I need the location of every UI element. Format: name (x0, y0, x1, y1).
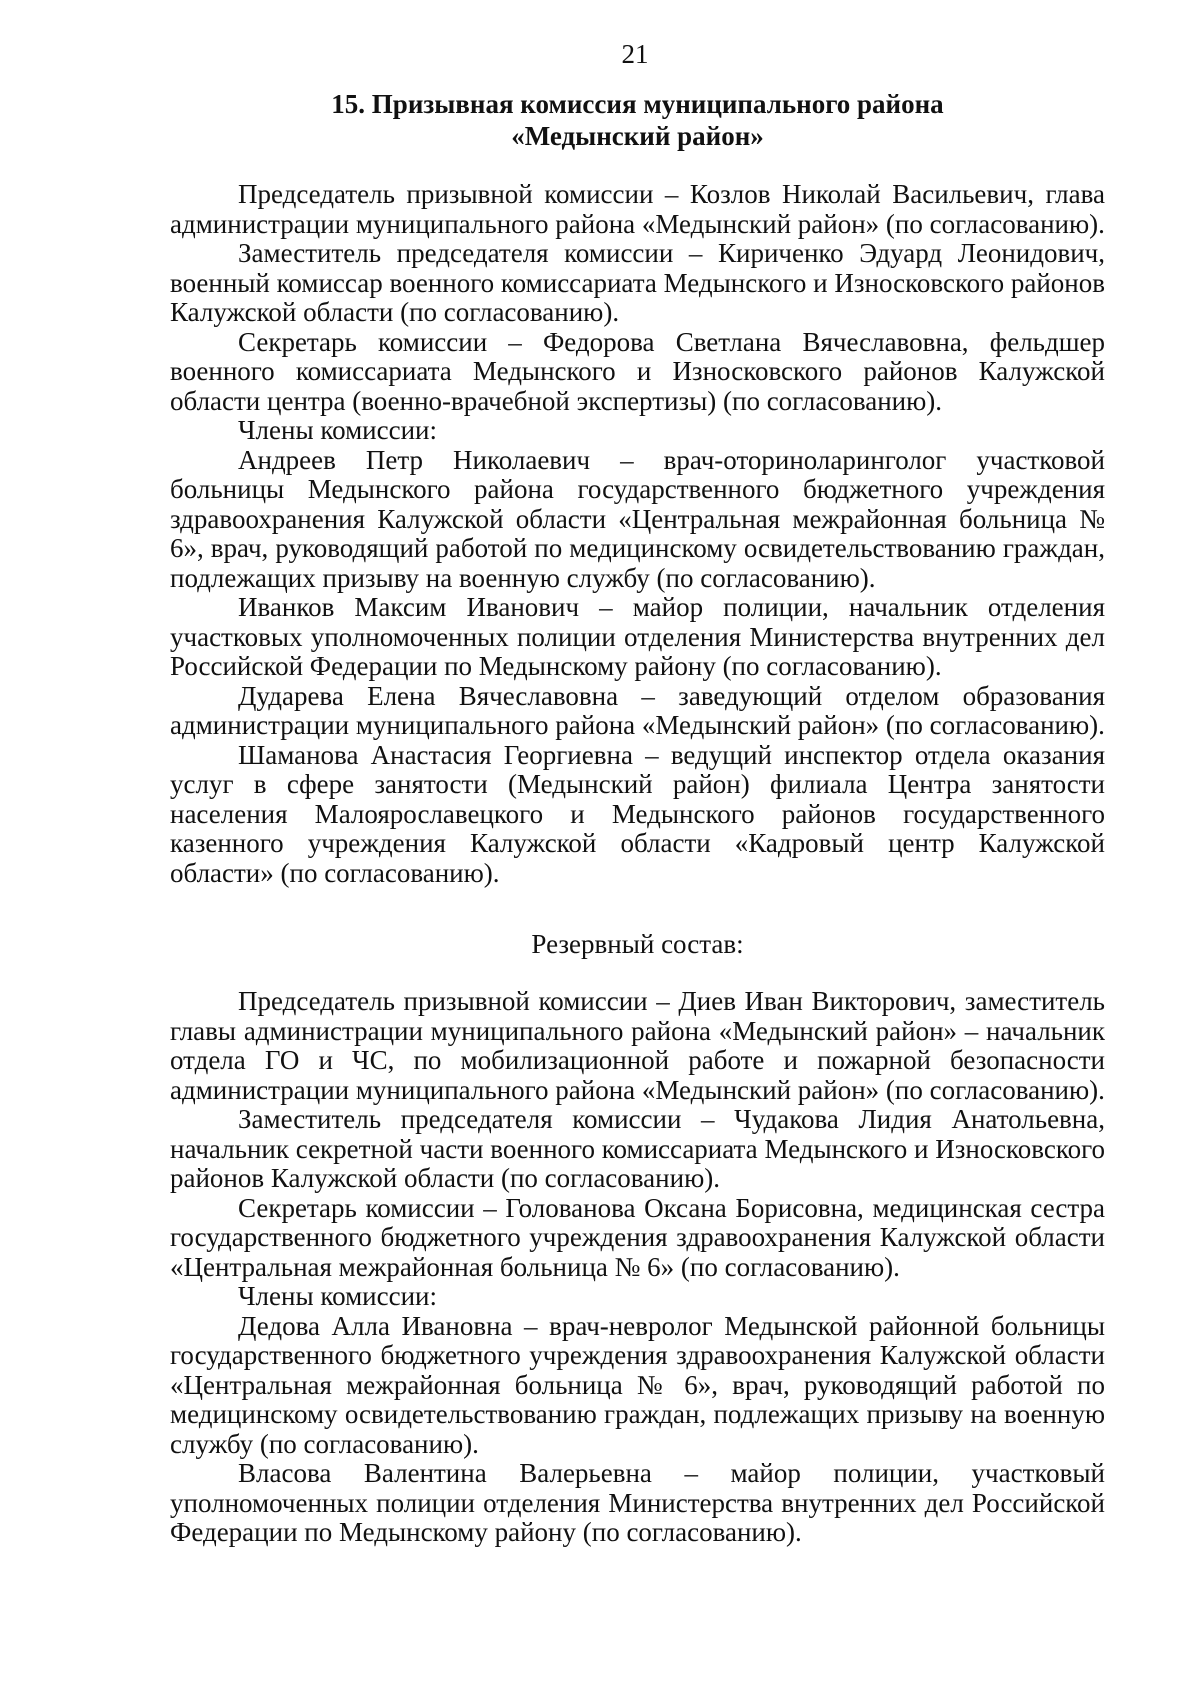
main-deputy-chairman-paragraph: Заместитель председателя комиссии – Кириченко Эдуард Леонидович, военный комиссар военного комиссариата Медынского и Износковского районов Калужской области (по согласованию). (170, 238, 1105, 327)
reserve-title: Резервный состав: (531, 929, 744, 959)
main-chairman-paragraph: Председатель призывной комиссии – Козлов Николай Васильевич, глава администрации муниципального района «Медынский район» (по согласованию). (170, 179, 1105, 239)
main-members-label: Члены комиссии: (238, 415, 437, 445)
main-secretary-paragraph: Секретарь комиссии – Федорова Светлана Вячеславовна, фельдшер военного комиссариата Медынского и Износковского районов Калужской области центра (военно-врачебной экспертизы) (по согласованию). (170, 326, 1105, 416)
section-heading-line-1: 15. Призывная комиссия муниципального района (331, 89, 944, 119)
reserve-composition (170, 987, 1105, 1548)
reserve-chairman-paragraph: Председатель призывной комиссии – Диев Иван Викторович, заместитель главы администрации муниципального района «Медынский район» – начальник отдела ГО и ЧС, по мобилизационной работе и пожарной безопасности администрации муниципального района «Медынский район» (по согласованию). (170, 986, 1105, 1105)
reserve-member-paragraph: Дедова Алла Ивановна – врач-невролог Медынской районной больницы государственного бюджетного учреждения здравоохранения Калужской области «Центральная межрайонная больница № 6», врач, руководящий работой по медицинскому освидетельствованию граждан, подлежащих призыву на военную службу (по согласованию). (170, 1310, 1105, 1459)
section-heading (170, 88, 1105, 152)
reserve-secretary-paragraph: Секретарь комиссии – Голованова Оксана Борисовна, медицинская сестра государственного бюджетного учреждения здравоохранения Калужской области «Центральная межрайонная больница № 6» (по согласованию). (170, 1192, 1105, 1282)
reserve-deputy-chairman-paragraph: Заместитель председателя комиссии – Чудакова Лидия Анатольевна, начальник секретной части военного комиссариата Медынского и Износковского районов Калужской области (по согласованию). (170, 1104, 1105, 1193)
section-heading-line-2: «Медынский район» (511, 121, 764, 151)
main-member-paragraph: Андреев Петр Николаевич – врач-оториноларинголог участковой больницы Медынского района государственного бюджетного учреждения здравоохранения Калужской области «Центральная межрайонная больница № 6», врач, руководящий работой по медицинскому освидетельствованию граждан, подлежащих призыву на военную службу (по согласованию). (170, 444, 1105, 593)
reserve-member-paragraph: Власова Валентина Валерьевна – майор полиции, участковый уполномоченных полиции отделения Министерства внутренних дел Российской Федерации по Медынскому району (по согласованию). (170, 1458, 1105, 1547)
page-number: 21 (621, 39, 649, 69)
main-member-paragraph: Дударева Елена Вячеславовна – заведующий отделом образования администрации муниципального района «Медынский район» (по согласованию). (170, 680, 1105, 740)
main-member-paragraph: Иванков Максим Иванович – майор полиции, начальник отделения участковых уполномоченных полиции отделения Министерства внутренних дел Российской Федерации по Медынскому району (по согласованию). (170, 592, 1105, 681)
reserve-members-label: Члены комиссии: (238, 1281, 437, 1311)
main-member-paragraph: Шаманова Анастасия Георгиевна – ведущий инспектор отдела оказания услуг в сфере занятости (Медынский район) филиала Центра занятости населения Малоярославецкого и Медынского районов государственного казенного учреждения Калужской области «Кадровый центр Калужской области» (по согласованию). (170, 739, 1105, 888)
main-composition (170, 180, 1105, 888)
